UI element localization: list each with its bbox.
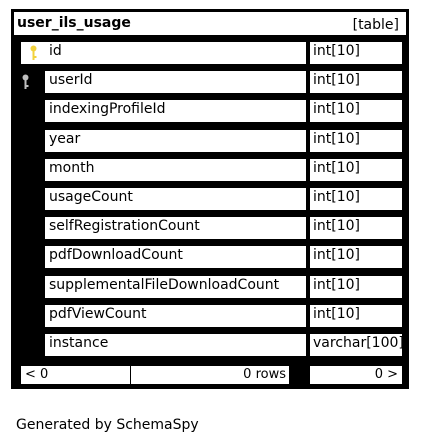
column-name: usageCount — [49, 189, 133, 205]
column-type: int[10] — [313, 218, 360, 235]
foreign-key-icon — [21, 74, 30, 90]
column-type: int[10] — [313, 189, 360, 205]
column-type: varchar[100] — [313, 335, 404, 351]
column-type-cell — [309, 304, 403, 328]
column-name: year — [49, 130, 81, 147]
table-row — [14, 241, 406, 269]
generated-caption: Generated by SchemaSpy — [16, 417, 199, 433]
column-name: supplementalFileDownloadCount — [49, 276, 280, 293]
column-name: pdfDownloadCount — [49, 247, 183, 264]
column-type-cell — [309, 70, 403, 94]
table-row — [14, 300, 406, 328]
column-name: instance — [49, 335, 109, 351]
column-type-cell — [309, 129, 403, 153]
table-row — [14, 95, 406, 123]
column-name-cell[interactable] — [20, 41, 307, 65]
table-row — [14, 66, 406, 94]
column-name-cell[interactable] — [44, 158, 307, 182]
table-kind: [table] — [352, 17, 399, 33]
column-type: int[10] — [313, 276, 360, 293]
column-name-cell[interactable] — [44, 245, 307, 269]
table-row — [14, 329, 406, 357]
column-type-cell — [309, 216, 403, 240]
parents-count[interactable]: < 0 — [20, 365, 132, 385]
column-type: int[10] — [313, 101, 360, 118]
table-row — [14, 37, 406, 65]
column-type-cell — [309, 275, 403, 299]
table-row — [14, 271, 406, 299]
children-count[interactable]: 0 > — [309, 365, 403, 385]
table-row — [14, 154, 406, 182]
column-name: id — [49, 43, 62, 59]
column-list — [14, 37, 406, 359]
table-row — [14, 183, 406, 211]
column-name-cell[interactable] — [44, 216, 307, 240]
column-type: int[10] — [313, 72, 360, 89]
table-row — [14, 125, 406, 153]
row-count: 0 rows — [130, 365, 290, 385]
column-name-cell[interactable] — [44, 275, 307, 299]
column-name-cell[interactable] — [44, 304, 307, 328]
table-name[interactable]: user_ils_usage — [17, 15, 131, 31]
column-type: int[10] — [313, 247, 360, 264]
column-type-cell — [309, 333, 403, 357]
column-type-cell — [309, 99, 403, 123]
column-type-cell — [309, 158, 403, 182]
column-name-cell[interactable] — [44, 70, 307, 94]
column-type-cell — [309, 245, 403, 269]
column-name-cell[interactable] — [44, 129, 307, 153]
column-name: indexingProfileId — [49, 101, 166, 118]
table-row — [14, 212, 406, 240]
column-name: userId — [49, 72, 93, 89]
primary-key-icon — [29, 45, 38, 61]
column-type: int[10] — [313, 305, 360, 322]
column-name: month — [49, 159, 95, 176]
column-type-cell — [309, 187, 403, 211]
column-type: int[10] — [313, 130, 360, 147]
column-name: pdfViewCount — [49, 305, 147, 322]
column-name: selfRegistrationCount — [49, 218, 200, 235]
table-header — [14, 12, 406, 36]
column-name-cell[interactable] — [44, 99, 307, 123]
column-type: int[10] — [313, 159, 360, 176]
column-name-cell[interactable] — [44, 333, 307, 357]
column-type-cell — [309, 41, 403, 65]
table-box — [11, 9, 409, 365]
column-name-cell[interactable] — [44, 187, 307, 211]
table-footer — [14, 365, 406, 385]
column-type: int[10] — [313, 43, 360, 59]
